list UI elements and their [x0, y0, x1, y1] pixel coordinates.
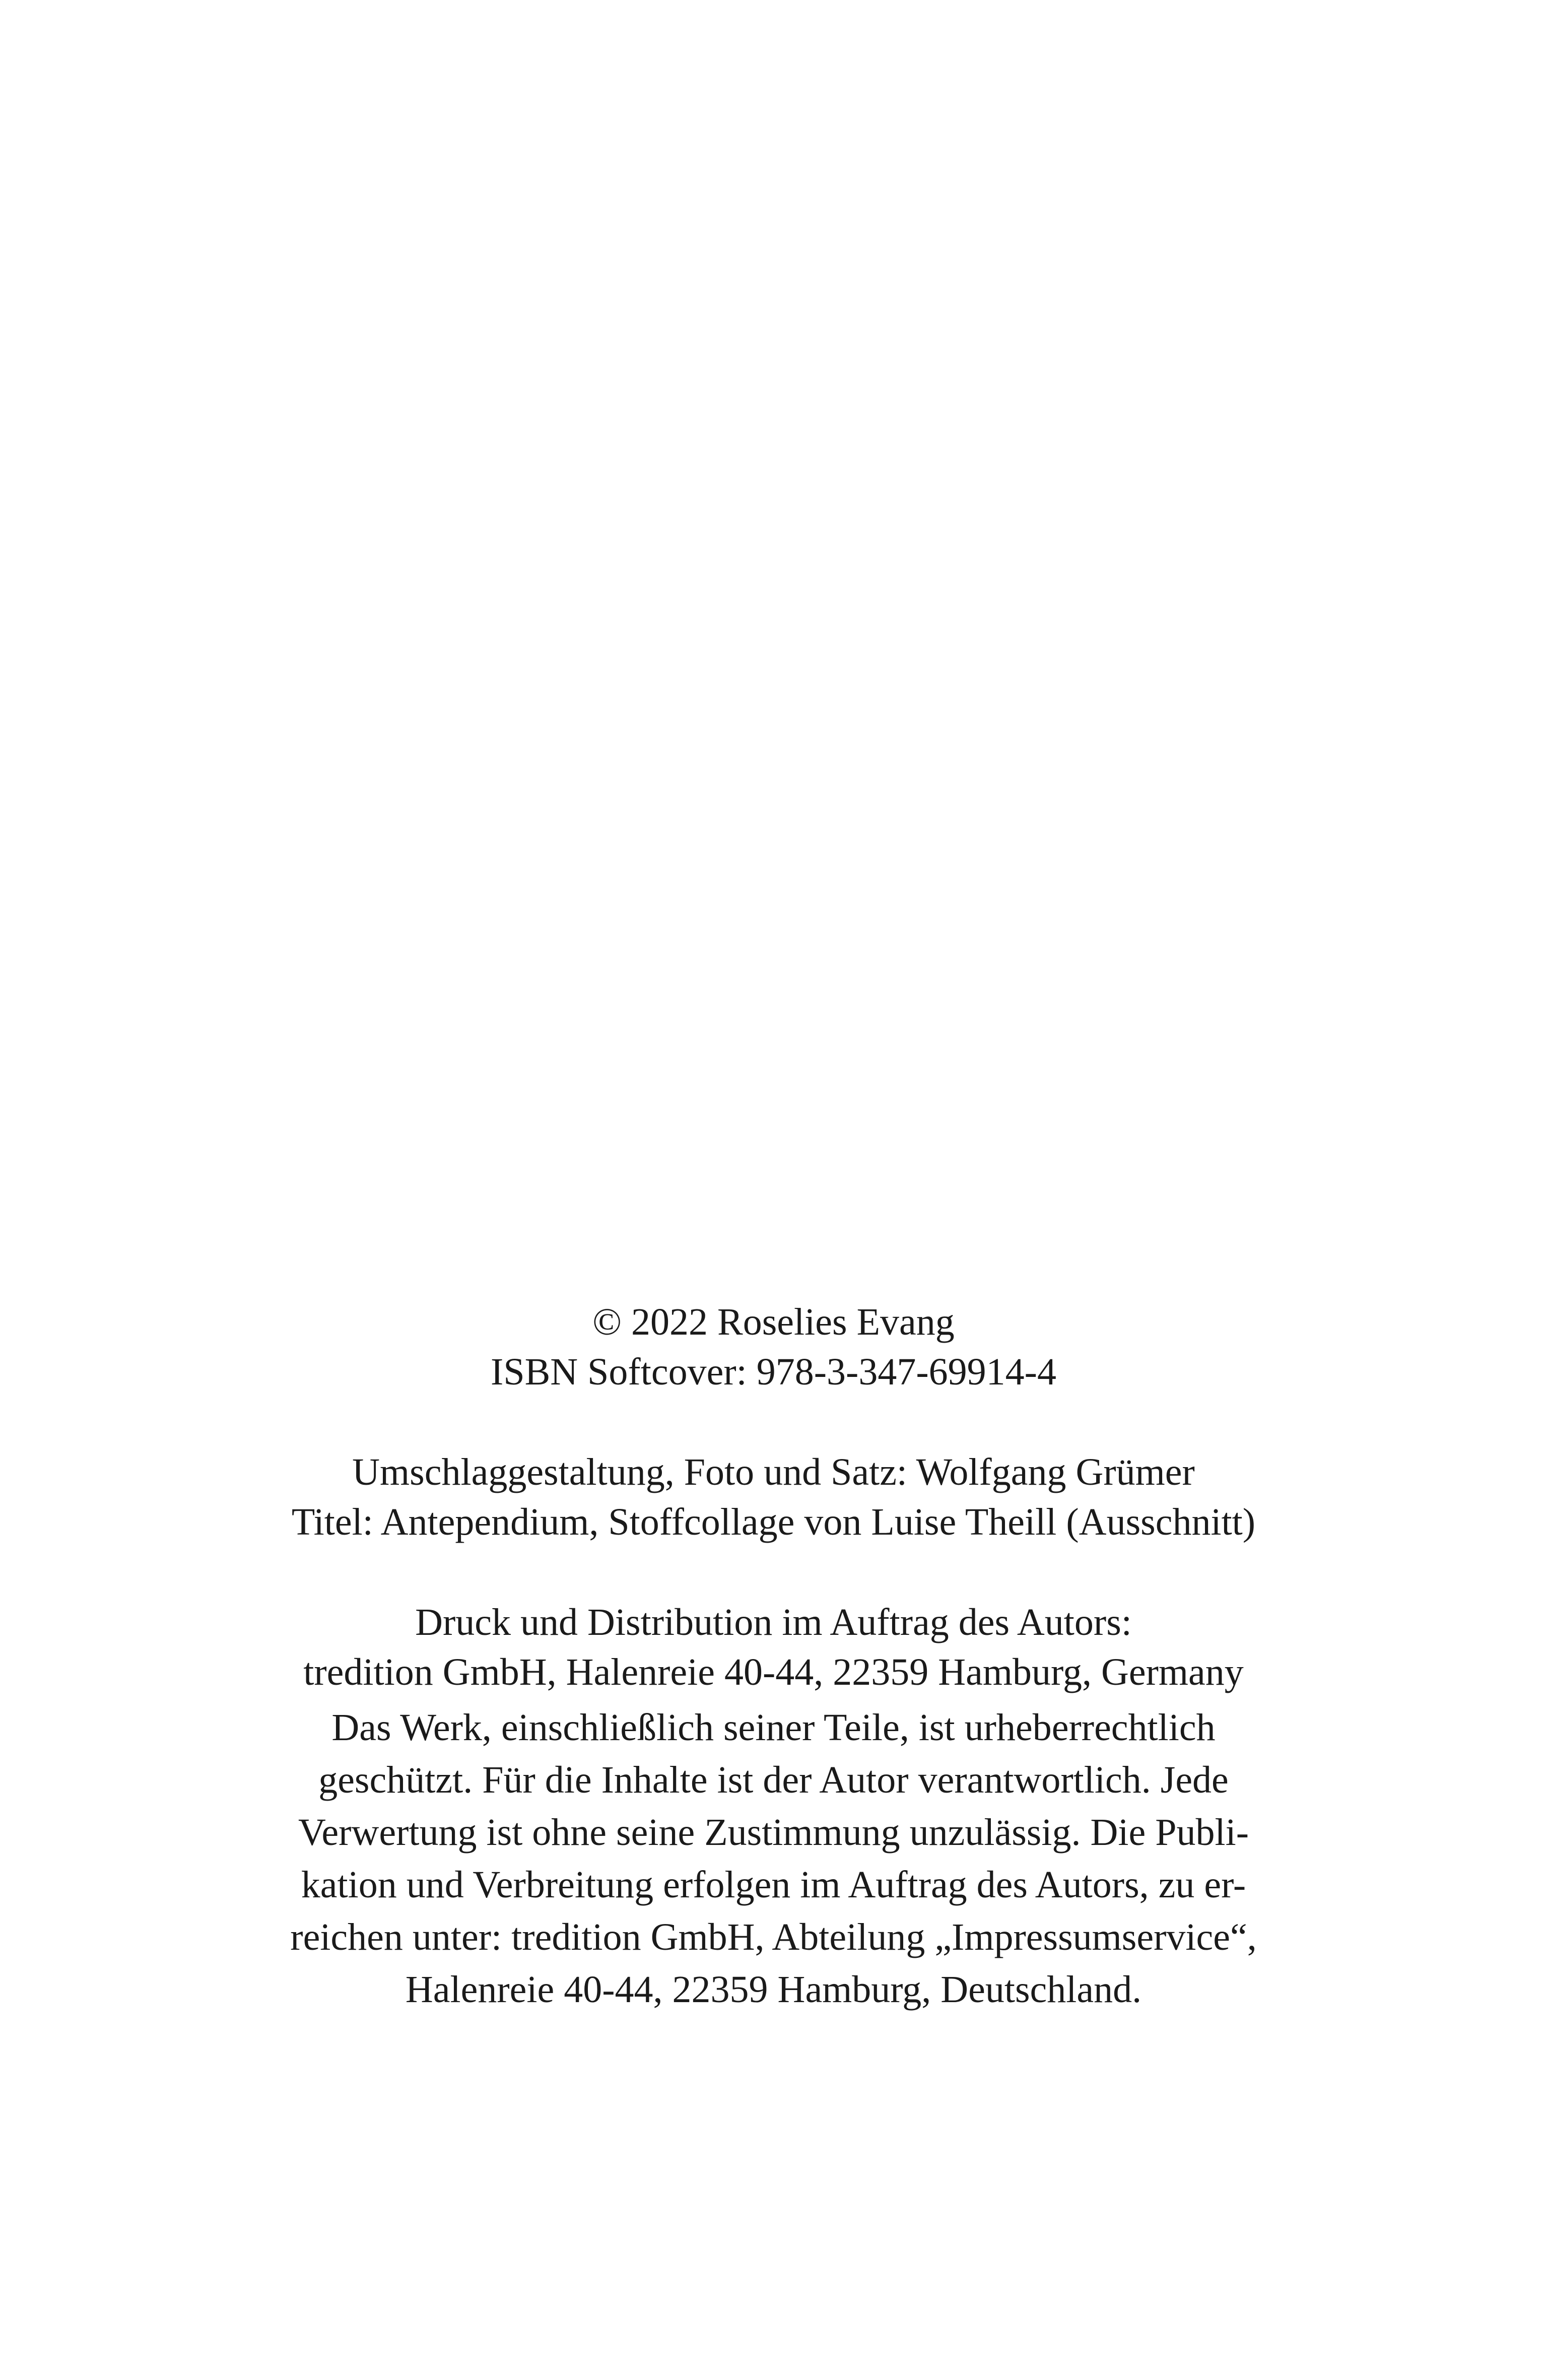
credits-block — [0, 1447, 1547, 1547]
legal-notice-line: Halenreie 40-44, 22359 Hamburg, Deutschland. — [405, 1968, 1142, 2011]
distribution-heading: Druck und Distribution im Auftrag des Autors: — [415, 1601, 1132, 1643]
spacer — [0, 1397, 1547, 1447]
cover-title-credit: Titel: Antependium, Stoffcollage von Luise Theill (Ausschnitt) — [291, 1501, 1256, 1543]
copyright-block — [0, 1297, 1547, 1397]
legal-notice-line: kation und Verbreitung erfolgen im Auftrag des Autors, zu er- — [301, 1864, 1246, 1906]
imprint-page — [0, 1297, 1547, 2016]
spacer — [0, 1547, 1547, 1598]
distribution-block — [0, 1598, 1547, 1697]
copyright-line: © 2022 Roselies Evang — [592, 1301, 955, 1343]
legal-notice-line: geschützt. Für die Inhalte ist der Autor verantwortlich. Jede — [318, 1759, 1229, 1801]
legal-notice-line: reichen unter: tredition GmbH, Abteilung „Impressumservice“, — [290, 1916, 1257, 1958]
legal-notice-line: Das Werk, einschließlich seiner Teile, ist urheberrechtlich — [331, 1706, 1216, 1749]
cover-design-credit: Umschlaggestaltung, Foto und Satz: Wolfgang Grümer — [352, 1451, 1195, 1493]
legal-notice-line: Verwertung ist ohne seine Zustimmung unzulässig. Die Publi- — [298, 1811, 1249, 1854]
isbn-line: ISBN Softcover: 978-3-347-69914-4 — [491, 1351, 1056, 1393]
legal-notice — [260, 1701, 1288, 2016]
publisher-address: tredition GmbH, Halenreie 40-44, 22359 Hamburg, Germany — [303, 1651, 1244, 1693]
spacer — [0, 1697, 1547, 1701]
